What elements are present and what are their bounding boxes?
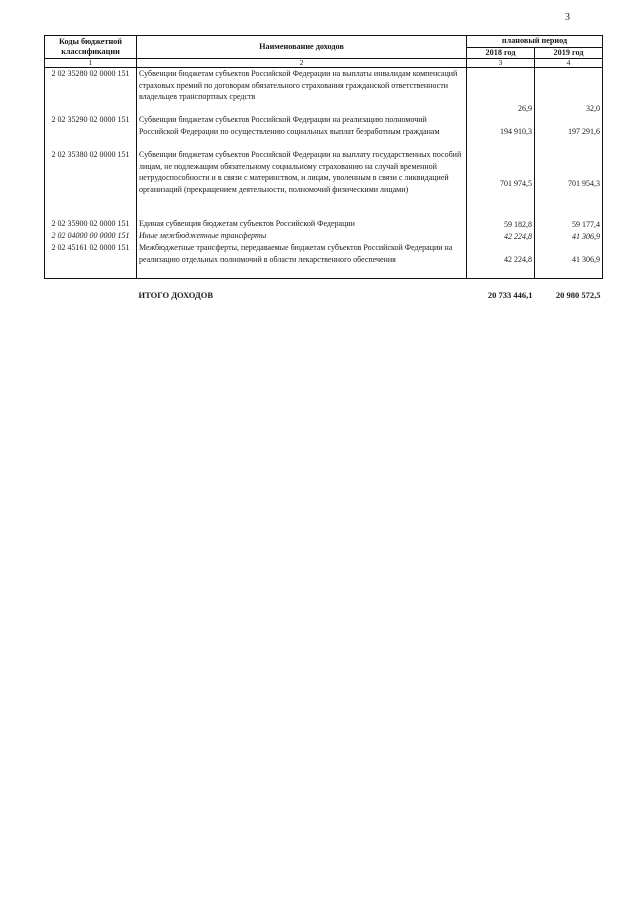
header-codes: Коды бюджетной классификации: [45, 36, 137, 59]
column-number: 4: [535, 59, 603, 68]
row-value-2018: 59 182,8: [467, 218, 535, 230]
header-planned-period: плановый период: [467, 36, 603, 48]
total-label: ИТОГО ДОХОДОВ: [138, 289, 214, 300]
row-code: 2 02 45161 02 0000 151: [45, 242, 137, 279]
row-value-2019: 41 306,9: [535, 230, 603, 242]
row-code: 2 02 35900 02 0000 151: [45, 218, 137, 230]
table-row: [45, 218, 603, 230]
row-value-2018: 42 224,8: [467, 230, 535, 242]
row-value-2018: 42 224,8: [467, 242, 535, 279]
total-value-2019: 20 980 572,5: [555, 289, 601, 300]
row-code: 2 02 35380 02 0000 151: [45, 149, 137, 218]
row-code: 2 02 35290 02 0000 151: [45, 114, 137, 149]
header-year-2019: 2019 год: [535, 47, 603, 59]
row-name: Межбюджетные трансферты, передаваемые бюджетам субъектов Российской Федерации на реализацию отдельных полномочий в области лекарственного обеспечения: [137, 242, 467, 279]
row-value-2019: 197 291,6: [535, 114, 603, 149]
total-row: [45, 279, 603, 302]
row-name: Субвенции бюджетам субъектов Российской Федерации на выплату государственных пособий лицам, не подлежащим обязательному социальному страхованию на случай временной нетрудоспособности и в связи с материнством, и лицам, уволенным в связи с ликвидацией организаций (прекращением деятельности, полномочий физическими лицами): [137, 149, 467, 218]
column-number: 3: [467, 59, 535, 68]
table-row: [45, 230, 603, 242]
row-name: Иные межбюджетные трансферты: [137, 230, 467, 242]
table-row: [45, 68, 603, 115]
table-row: [45, 114, 603, 149]
table-row: [45, 149, 603, 218]
row-value-2019: 701 954,3: [535, 149, 603, 218]
header-name: Наименование доходов: [137, 36, 467, 59]
total-value-2018: 20 733 446,1: [487, 289, 533, 300]
row-name: Субвенции бюджетам субъектов Российской Федерации на выплаты инвалидам компенсаций страховых премий по договорам обязательного страхования гражданской ответственности владельцев транспортных средств: [137, 68, 467, 115]
column-number: 2: [137, 59, 467, 68]
header-year-2018: 2018 год: [467, 47, 535, 59]
revenue-table: [44, 35, 603, 301]
row-code: 2 02 04000 00 0000 151: [45, 230, 137, 242]
column-number: 1: [45, 59, 137, 68]
row-name: Единая субвенция бюджетам субъектов Российской Федерации: [137, 218, 467, 230]
row-value-2018: 26,9: [467, 68, 535, 115]
row-value-2018: 194 910,3: [467, 114, 535, 149]
row-value-2019: 32,0: [535, 68, 603, 115]
row-value-2019: 59 177,4: [535, 218, 603, 230]
row-name: Субвенции бюджетам субъектов Российской Федерации на реализацию полномочий Российской Федерации по осуществлению социальных выплат безработным гражданам: [137, 114, 467, 149]
page-number: 3: [565, 12, 570, 23]
row-value-2019: 41 306,9: [535, 242, 603, 279]
table-row: [45, 242, 603, 279]
row-value-2018: 701 974,5: [467, 149, 535, 218]
row-code: 2 02 35280 02 0000 151: [45, 68, 137, 115]
